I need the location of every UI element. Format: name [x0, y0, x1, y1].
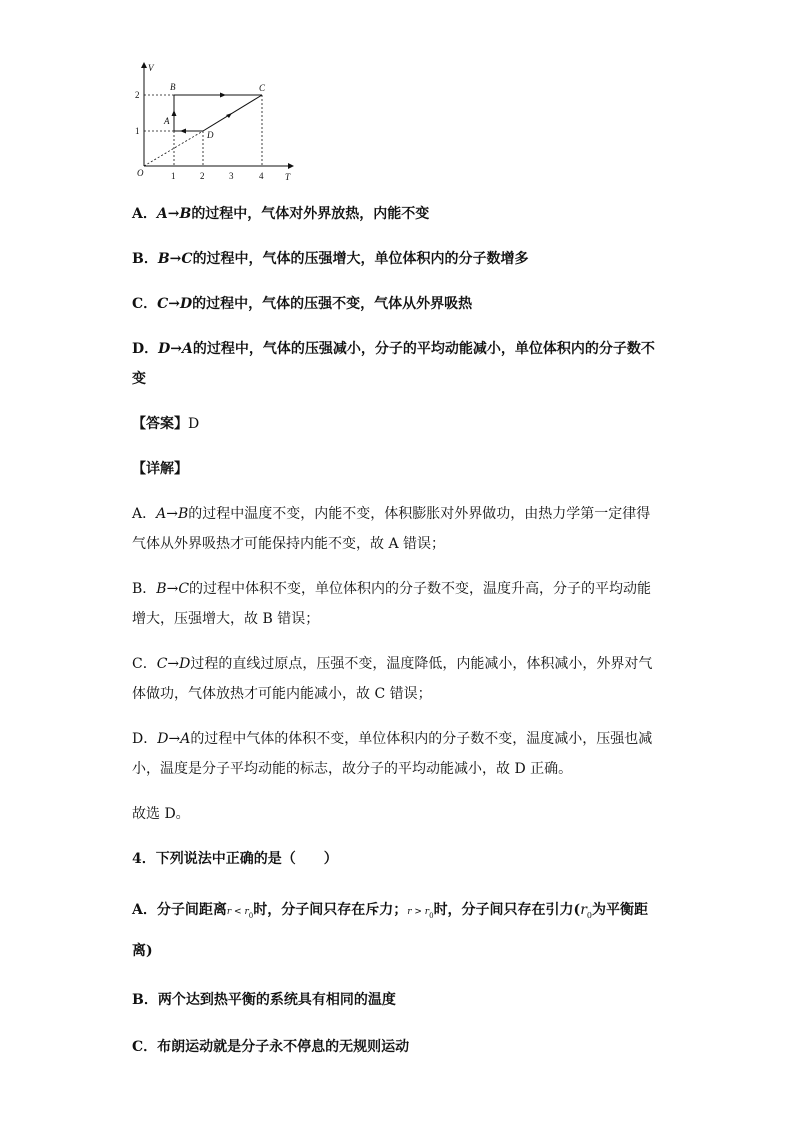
detail-b-cont: 增大，压强增大，故 B 错误； [132, 611, 320, 627]
math-subscript: 0 [248, 911, 254, 920]
detail-a-cont: 气体从外界吸热才可能保持内能不变，故 A 错误； [132, 536, 446, 552]
math-subscript: 0 [586, 910, 592, 920]
y-tick-2: 2 [135, 90, 140, 100]
detail-conclusion: 故选 D。 [132, 806, 190, 822]
q4-option-a [132, 900, 672, 926]
q3-option-d [132, 339, 672, 359]
option-text: 的过程中，气体对外界放热，内能不变 [191, 206, 430, 222]
point-label-b: B [170, 82, 176, 92]
option-text: 变 [132, 371, 146, 387]
option-text: 为平衡距 [591, 902, 648, 918]
process-label: B→C [157, 251, 193, 267]
detail-c-cont: 体做功，气体放热才可能内能减小，故 C 错误； [132, 686, 432, 702]
detail-text: 的过程中温度不变，内能不变，体积膨胀对外界做功，由热力学第一定律得 [188, 506, 651, 522]
detail-text: 过程的直线过原点，压强不变，温度降低，内能减小，体积减小，外界对气 [190, 656, 653, 672]
math-r-greater: r > r [407, 907, 430, 917]
option-text: 的过程中，气体的压强增大，单位体积内的分子数增多 [192, 251, 529, 267]
arrow-a-b [172, 110, 177, 116]
process-label: D→A [158, 341, 193, 357]
detail-d-cont: 小，温度是分子平均动能的标志，故分子的平均动能减小，故 D 正确。 [132, 761, 573, 777]
detail-a [132, 504, 672, 524]
detail-text: 的过程中气体的体积不变，单位体积内的分子数不变，温度减小，压强也减 [190, 731, 653, 747]
process-label: B→C [156, 581, 190, 597]
point-label-c: C [259, 83, 266, 93]
q4-option-c: C．布朗运动就是分子永不停息的无规则运动 [132, 1039, 410, 1055]
v-t-graph [128, 58, 298, 186]
x-tick-4: 4 [259, 171, 264, 181]
detail-label: 【详解】 [132, 461, 188, 477]
point-label-d: D [207, 130, 214, 140]
option-prefix: D． [132, 341, 159, 357]
detail-prefix: C． [132, 656, 157, 672]
option-prefix: C． [132, 296, 158, 312]
origin-extension [144, 131, 203, 166]
process-c-d [203, 95, 262, 131]
x-tick-1: 1 [171, 171, 176, 181]
detail-prefix: A． [132, 506, 157, 522]
answer-label: 【答案】 [132, 416, 188, 432]
point-label-a: A [164, 116, 170, 126]
x-tick-3: 3 [229, 171, 234, 181]
detail-prefix: D． [132, 731, 158, 747]
detail-c [132, 654, 672, 674]
q4-stem: 4．下列说法中正确的是（ ） [132, 851, 338, 867]
option-text: 的过程中，气体的压强不变，气体从外界吸热 [192, 296, 473, 312]
detail-text: 的过程中体积不变，单位体积内的分子数不变，温度升高，分子的平均动能 [189, 581, 652, 597]
v-axis-arrow [141, 62, 147, 68]
origin-label: O [137, 168, 144, 178]
answer [132, 414, 672, 434]
detail-d [132, 729, 672, 749]
arrow-b-c [220, 93, 226, 98]
option-prefix: A． [132, 206, 157, 222]
option-text: A．分子间距离 [132, 902, 227, 918]
q3-option-b [132, 249, 672, 269]
math-subscript: 0 [429, 911, 434, 920]
arrow-d-a [180, 129, 186, 134]
q4-option-b: B．两个达到热平衡的系统具有相同的温度 [132, 992, 396, 1008]
q3-option-d-cont [132, 369, 672, 389]
t-axis-arrow [288, 163, 294, 169]
q4-option-a-cont: 离) [132, 943, 153, 959]
process-label: C→D [157, 296, 193, 312]
math-r-less: r < r [226, 907, 249, 917]
y-tick-1: 1 [135, 126, 140, 136]
axis-label-v: V [148, 63, 154, 73]
process-label: C→D [156, 656, 191, 672]
process-label: A→B [156, 206, 192, 222]
process-label: D→A [157, 731, 191, 747]
process-label: A→B [156, 506, 189, 522]
detail-b [132, 579, 672, 599]
axis-label-t: T [285, 172, 291, 182]
q3-option-c [132, 294, 672, 314]
x-tick-2: 2 [200, 171, 205, 181]
option-text: 的过程中，气体的压强减小，分子的平均动能减小，单位体积内的分子数不 [192, 341, 655, 357]
answer-value: D [188, 416, 200, 432]
q3-option-a [132, 204, 672, 224]
math-r0: r [580, 902, 587, 918]
option-text: 时，分子间只存在斥力； [253, 902, 408, 918]
option-text: 时，分子间只存在引力( [433, 902, 581, 918]
option-prefix: B． [132, 251, 158, 267]
v-t-graph-svg [128, 58, 298, 186]
arrow-c-d [226, 113, 232, 118]
detail-prefix: B． [132, 581, 157, 597]
